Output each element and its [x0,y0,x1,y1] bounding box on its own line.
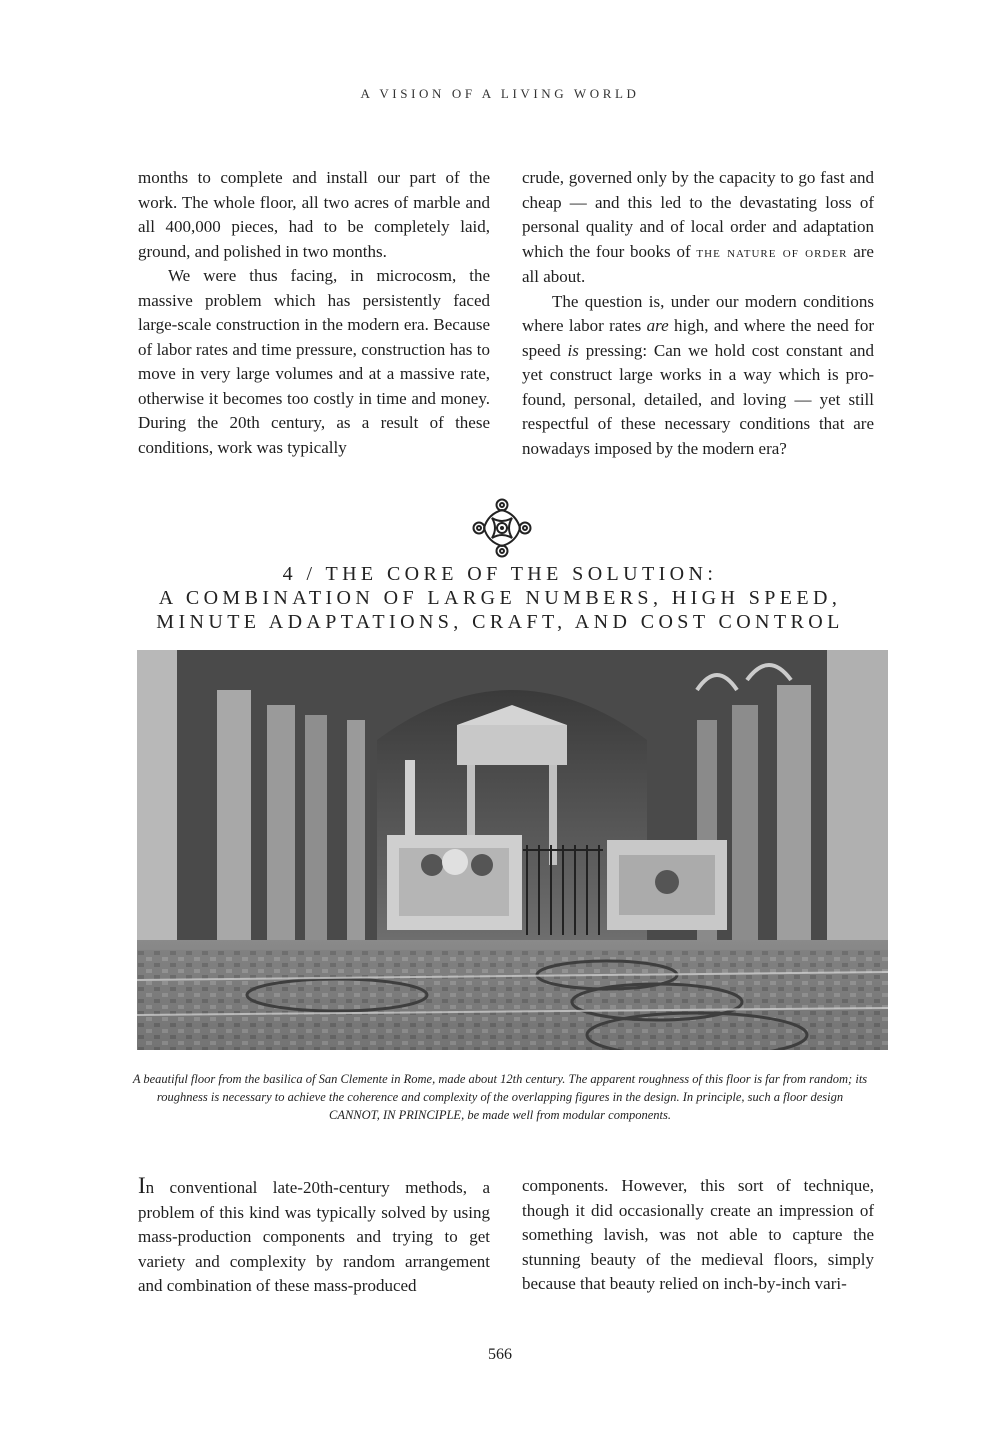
text-run: The question is, under our modern conditions where labor rates [522,291,874,335]
book-title-smallcaps: the nature of order [696,244,848,261]
text-column-4 [522,1174,874,1297]
paragraph: components. However, this sort of technique, though it did occasionally create an impression of something lavish, was not able to capture the stunning beauty of the medieval floors, simply because that beauty relied on inch-by-inch vari- [522,1176,874,1293]
celtic-knot-ornament-icon [470,496,534,560]
figure-caption: A beautiful floor from the basilica of San Clemente in Rome, made about 12th century. The apparent roughness of this floor is far from random; its roughness is necessary to achieve the coherence and complexity of the overlapping figures in the design. In principle, such a floor design CANNOT, IN PRINCIPLE, be made well from modular components. [132,1072,868,1122]
text-column-2 [522,166,874,461]
section-heading [100,562,900,634]
drop-cap: I [138,1173,146,1198]
section-heading-line: MINUTE ADAPTATIONS, CRAFT, AND COST CONTROL [156,611,844,633]
text-run: high, and where the need for speed [522,316,874,360]
paragraph [138,1174,490,1299]
basilica-floor-photo [137,650,888,1050]
text-run: are all about. [522,241,874,286]
text-column-3 [138,1174,490,1299]
text-run: pressing: Can we hold cost constant and yet construct large works in a way which is profound, personal, detailed, and loving — yet still respectful of these necessary conditions that are nowadays imposed by the modern era? [522,340,874,458]
section-heading-line: A COMBINATION OF LARGE NUMBERS, HIGH SPEED, [158,587,842,609]
section-heading-line: 4 / THE CORE OF THE SOLUTION: [282,563,718,585]
paragraph: months to complete and install our part of the work. The whole floor, all two acres of marble and all 400,000 pieces, had to be completely laid, ground, and polished in two months. [138,168,490,261]
text-run: n conventional late-20th-century methods, a problem of this kind was typically solved by using mass-production components and trying to get variety and complexity by random arrangement and combination of these mass-produced [138,1178,490,1295]
emphasis: are [646,316,669,335]
paragraph: We were thus facing, in microcosm, the massive problem which has persistently faced large-scale construction in the modern era. Because of labor rates and time pressure, construction has to move in very large volumes and at a massive rate, otherwise it becomes too costly in time and money. During the 20th century, as a result of these conditions, work was typically [138,266,490,457]
page-number: 566 [488,1346,512,1363]
running-head: A VISION OF A LIVING WORLD [360,86,640,101]
emphasis: is [567,340,579,360]
paragraph [522,166,874,290]
paragraph [522,290,874,462]
text-column-1 [138,166,490,460]
text-run: crude, governed only by the capacity to go fast and cheap — and this led to the devastating loss of personal quality and of local order and adaptation which the four books of [522,168,874,261]
